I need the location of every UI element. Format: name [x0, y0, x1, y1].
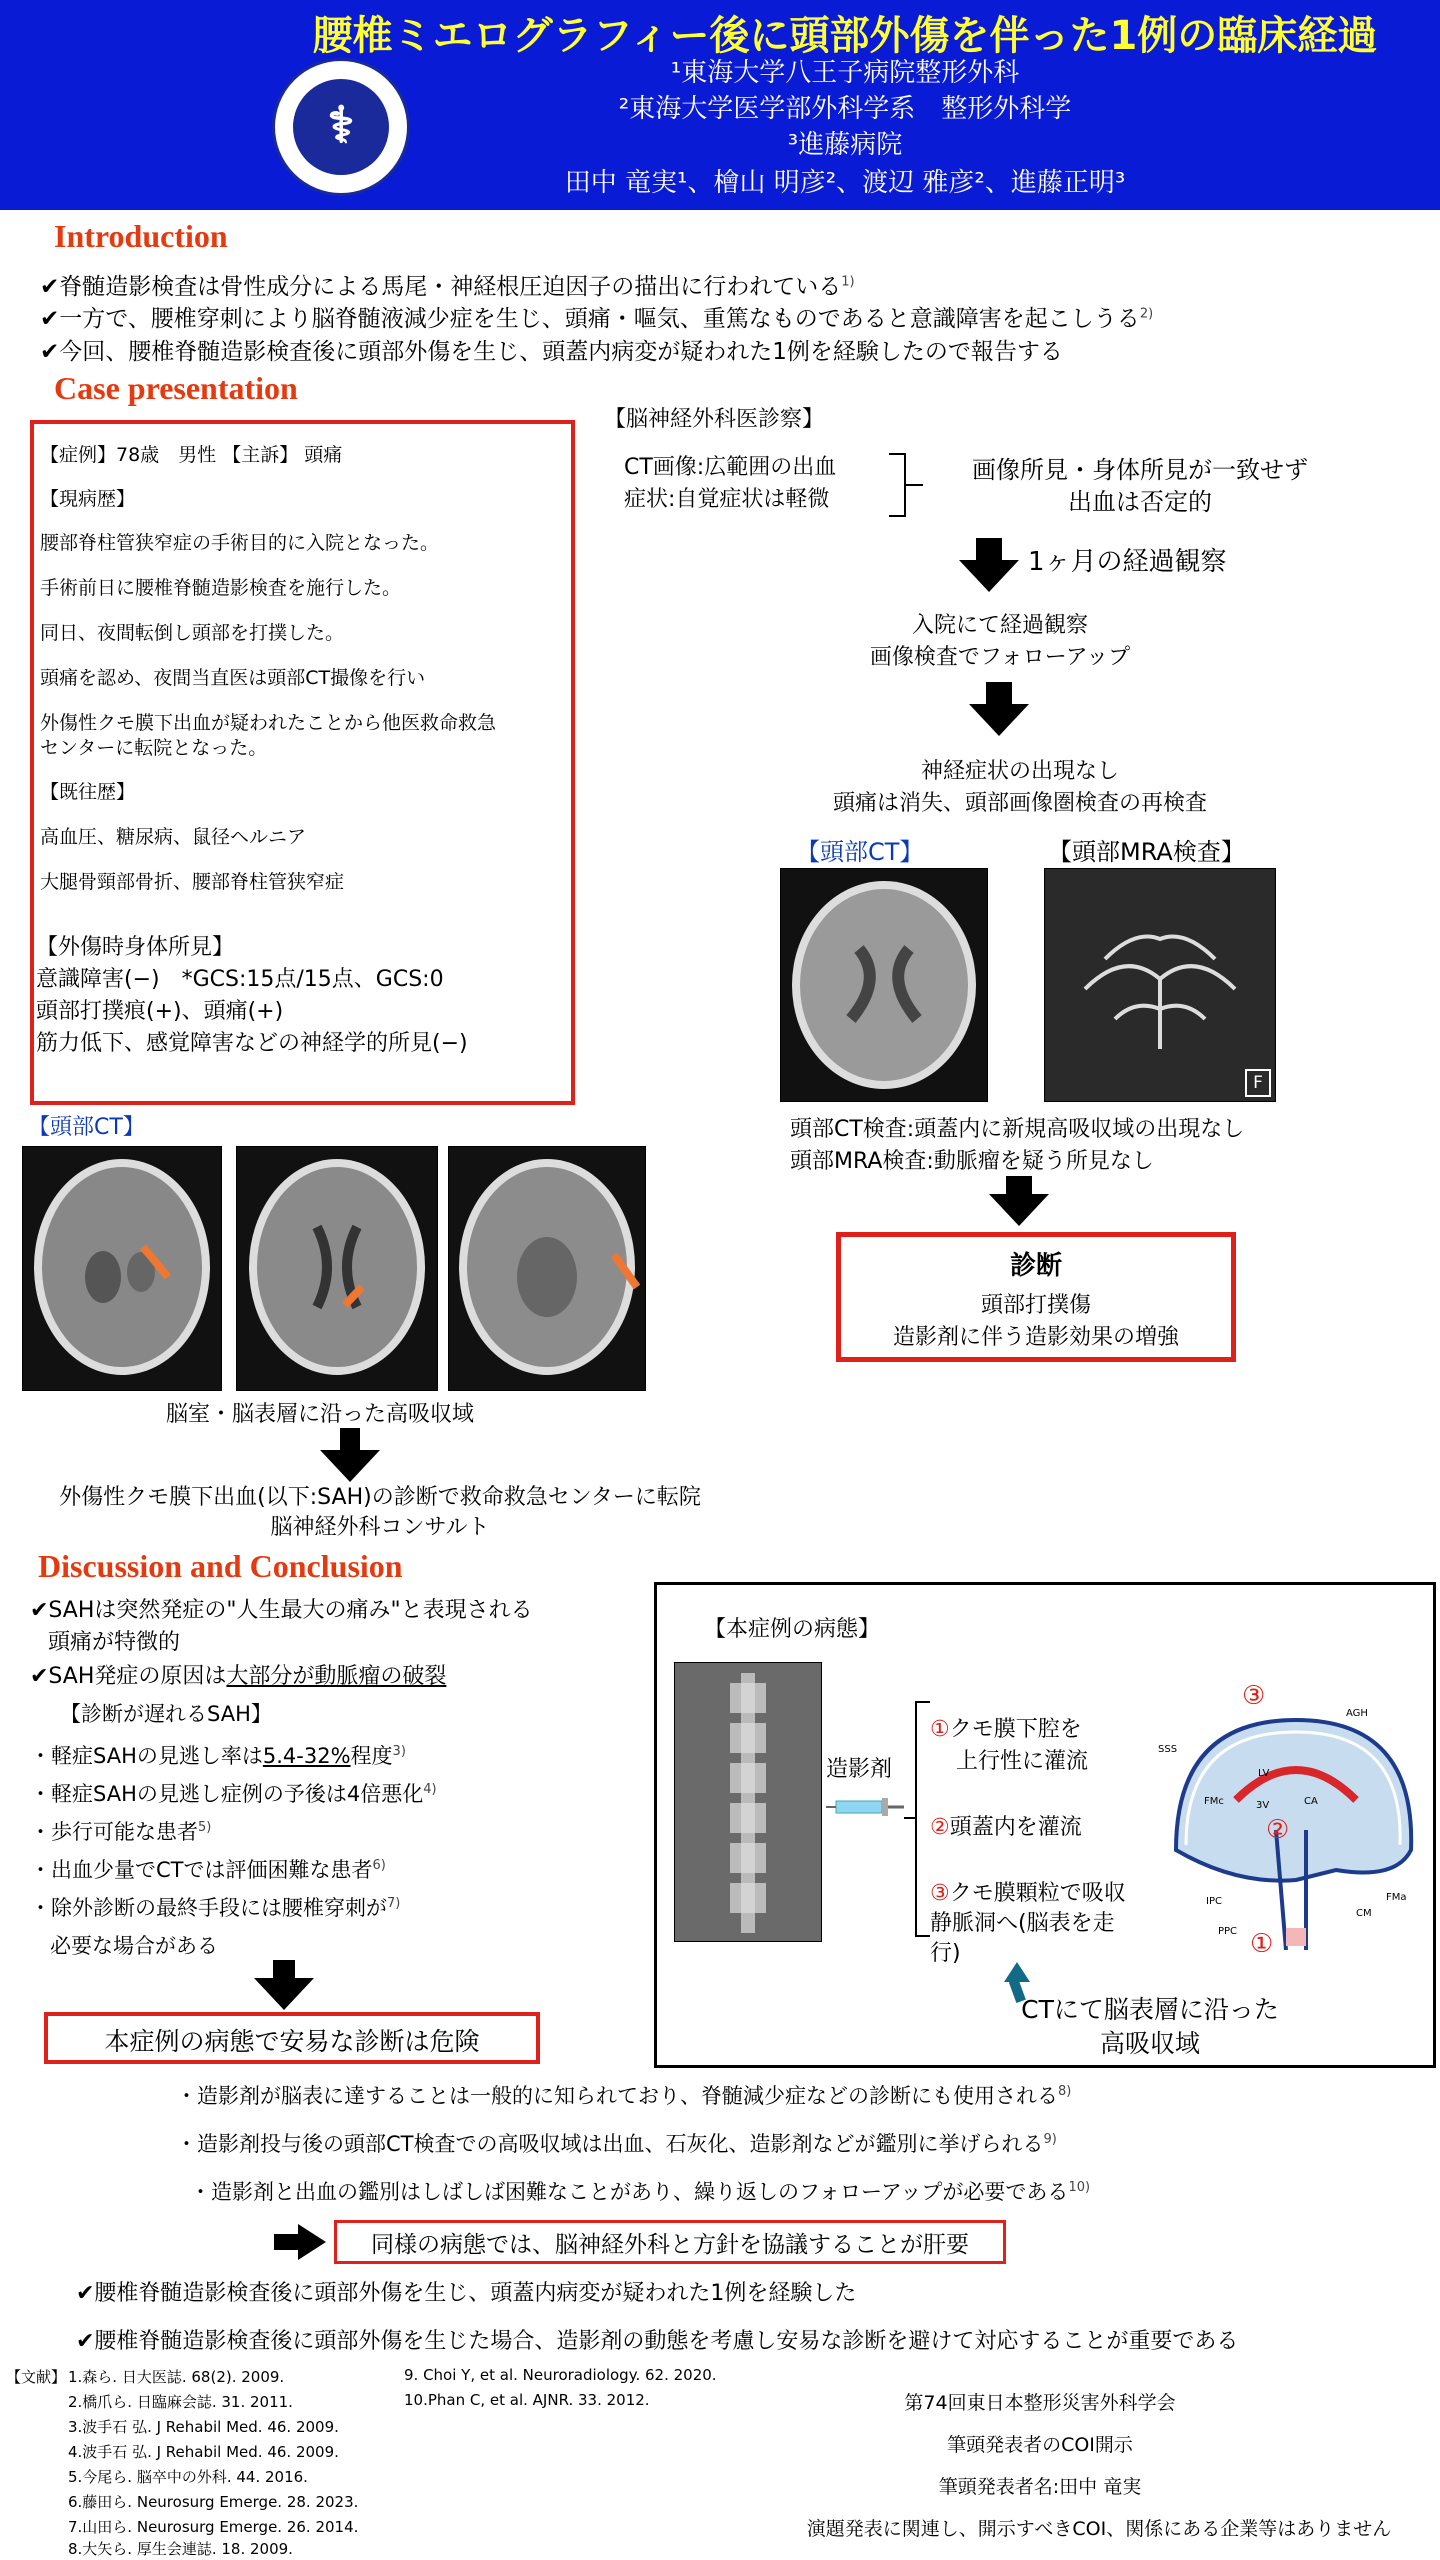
- brain-csf-diagram: [1156, 1680, 1426, 1960]
- no-symptom-line-1: 神経症状の出現なし: [920, 759, 1119, 784]
- arrow-stem: [273, 1960, 295, 1978]
- reference-item: 9. Choi Y, et al. Neuroradiology. 62. 2020.: [404, 2366, 717, 2384]
- coi-presenter: 筆頭発表者名:田中 竜実: [938, 2476, 1142, 2498]
- reference-item: 3.波手石 弘. J Rehabil Med. 46. 2009.: [68, 2418, 339, 2436]
- diagnosis-line-2: 造影剤に伴う造影効果の増強: [892, 1325, 1179, 1350]
- diagram-number: ①: [1250, 1929, 1274, 1959]
- case-line: センターに転院となった。: [40, 737, 268, 759]
- diagram-label: CA: [1304, 1796, 1318, 1807]
- neuro-ct-line: CT画像:広範囲の出血: [624, 455, 837, 480]
- down-arrow-icon: [959, 560, 1019, 592]
- diagram-label: IPC: [1206, 1896, 1222, 1907]
- reference-item: 6.藤田ら. Neurosurg Emerge. 28. 2023.: [68, 2493, 359, 2511]
- diagram-number: ③: [1242, 1681, 1266, 1711]
- bracket-icon: [885, 452, 925, 518]
- mra-image: [1044, 868, 1276, 1102]
- conclusion-point-2: ・造影剤投与後の頭部CT検査での高吸収域は出血、石灰化、造影剤などが鑑別に挙げられる$^{9)}$: [176, 2132, 1057, 2156]
- ct-caption: 脳室・脳表層に沿った高吸収域: [165, 1402, 474, 1427]
- case-line: 外傷性クモ膜下出血が疑われたことから他医救命救急: [40, 712, 497, 734]
- bullet-3: ・歩行可能な患者$^{5)}$: [30, 1820, 212, 1844]
- ct-image-2: [236, 1146, 438, 1391]
- intro-item-1: ✔脊髄造影検査は骨性成分による馬尾・神経根圧迫因子の描出に行われている$^{1)}$: [40, 274, 855, 300]
- admit-line-2: 画像検査でフォローアップ: [869, 645, 1131, 670]
- diagram-label: SSS: [1158, 1744, 1178, 1755]
- coi-statement: 演題発表に関連し、開示すべきCOI、関係にある企業等はありません: [806, 2518, 1392, 2540]
- intro-item-3: ✔今回、腰椎脊髄造影検査後に頭部外傷を生じ、頭蓋内病変が疑われた1例を経験したので報告する: [40, 339, 1063, 365]
- diagram-number: ②: [1266, 1815, 1290, 1845]
- warning-text: 本症例の病態で安易な診断は危険: [104, 2027, 480, 2056]
- case-line: 高血圧、糖尿病、鼠径ヘルニア: [40, 826, 307, 848]
- reference-item: 10.Phan C, et al. AJNR. 33. 2012.: [404, 2391, 650, 2409]
- case-line: 同日、夜間転倒し頭部を打撲した。: [40, 622, 345, 644]
- bullet-5: ・除外診断の最終手段には腰椎穿刺が$^{7)}$: [30, 1896, 401, 1920]
- case-line: 頭痛を認め、夜間当直医は頭部CT撮像を行い: [40, 667, 426, 689]
- case-line: 【既往歴】: [40, 781, 136, 803]
- logo-emblem: [293, 79, 389, 175]
- discussion-heading: Discussion and Conclusion: [38, 1548, 403, 1584]
- coi-title: 筆頭発表者のCOI開示: [947, 2434, 1133, 2456]
- reference-item: 5.今尾ら. 脳卒中の外科. 44. 2016.: [68, 2468, 308, 2486]
- diagram-label: CM: [1356, 1908, 1372, 1919]
- arrow-stem: [986, 682, 1012, 704]
- myelogram-xray-image: [674, 1662, 822, 1942]
- right-arrow-icon: [274, 2222, 328, 2262]
- transfer-line-1: 外傷性クモ膜下出血(以下:SAH)の診断で救命救急センターに転院: [59, 1485, 701, 1510]
- exam-line: 頭部打撲痕(+)、頭痛(+): [36, 999, 284, 1024]
- mra-label: 【頭部MRA検査】: [1048, 838, 1245, 866]
- down-arrow-icon: [320, 1450, 380, 1482]
- neuro-heading: 【脳神経外科医診察】: [604, 407, 825, 432]
- diagram-label: PPC: [1218, 1926, 1238, 1937]
- exam-line: 筋力低下、感覚障害などの神経学的所見(−): [36, 1031, 468, 1056]
- diagram-label: FMc: [1204, 1796, 1224, 1807]
- introduction-heading: Introduction: [54, 218, 228, 254]
- case-line: 大腿骨頸部骨折、腰部脊柱管狭窄症: [40, 871, 345, 893]
- delayed-sah-heading: 【診断が遅れるSAH】: [60, 1702, 272, 1726]
- references-label: 【文献】: [6, 2368, 67, 2386]
- step-1b: 上行性に灌流: [956, 1749, 1089, 1774]
- intro-item-2: ✔一方で、腰椎穿刺により脳脊髄液減少症を生じ、頭痛・嘔気、重篤なものであると意識障害を起こしうる$^{2)}$: [40, 306, 1154, 332]
- summary-1: ✔腰椎脊髄造影検査後に頭部外傷を生じ、頭蓋内病変が疑われた1例を経験した: [76, 2281, 857, 2306]
- reference-item: 8.大矢ら. 厚生会連誌. 18. 2009.: [68, 2540, 293, 2558]
- step-1a: ①クモ膜下腔を: [930, 1717, 1082, 1742]
- sah-line-1a: ✔SAHは突然発症の"人生最大の痛み"と表現される: [30, 1598, 533, 1623]
- ct-image-1: [22, 1146, 222, 1391]
- admit-line-1: 入院にて経過観察: [911, 613, 1088, 638]
- followup-ct-image: [780, 868, 988, 1102]
- mismatch-line-2: 出血は否定的: [1068, 488, 1212, 516]
- step-3a: ③クモ膜顆粒で吸収: [930, 1881, 1126, 1906]
- bullet-2: ・軽症SAHの見逃し症例の予後は4倍悪化$^{4)}$: [30, 1782, 437, 1806]
- neuro-symptom-line: 症状:自覚症状は軽微: [624, 487, 830, 512]
- down-arrow-icon: [969, 704, 1029, 736]
- step-2: ②頭蓋内を灌流: [930, 1815, 1082, 1840]
- step-3b: 静脈洞へ(脳表を走: [930, 1911, 1115, 1936]
- mismatch-line-1: 画像所見・身体所見が一致せず: [972, 456, 1308, 484]
- step-3c: 行): [930, 1941, 961, 1966]
- case-heading: Case presentation: [54, 370, 298, 406]
- sah-line-2: ✔SAH発症の原因は大部分が動脈瘤の破裂: [30, 1664, 447, 1689]
- summary-2: ✔腰椎脊髄造影検査後に頭部外傷を生じた場合、造影剤の動態を考慮し安易な診断を避けて対応することが重要である: [76, 2329, 1239, 2354]
- university-logo: [272, 58, 410, 196]
- diagram-label: 3V: [1256, 1800, 1270, 1811]
- bracket-icon: [902, 1700, 932, 1940]
- affiliation-1: ¹東海大学八王子病院整形外科: [670, 58, 1020, 88]
- reference-item: 7.山田ら. Neurosurg Emerge. 26. 2014.: [68, 2518, 359, 2536]
- authors: 田中 竜実¹、檜山 明彦²、渡辺 雅彦²、進藤正明³: [564, 168, 1126, 198]
- reference-item: 4.波手石 弘. J Rehabil Med. 46. 2009.: [68, 2443, 339, 2461]
- diagram-label: AGH: [1346, 1708, 1368, 1719]
- result-line-1: 頭部CT検査:頭蓋内に新規高吸収域の出現なし: [790, 1117, 1245, 1142]
- sah-line-1b: 頭痛が特徴的: [48, 1630, 181, 1655]
- arrow-stem: [976, 538, 1002, 560]
- conclusion-point-3: ・造影剤と出血の鑑別はしばしば困難なことがあり、繰り返しのフォローアップが必要である$^{10)}$: [190, 2180, 1091, 2204]
- contrast-label: 造影剤: [826, 1757, 893, 1782]
- ct-note-1: CTにて脳表層に沿った: [1021, 1995, 1279, 2024]
- case-line: 【症例】78歳 男性 【主訴】 頭痛: [40, 444, 343, 466]
- transfer-line-2: 脳神経外科コンサルト: [270, 1515, 490, 1540]
- poster-title: 腰椎ミエログラフィー後に頭部外傷を伴った1例の臨床経過: [312, 13, 1378, 59]
- key-message: 同様の病態では、脳神経外科と方針を協議することが肝要: [371, 2232, 969, 2258]
- case-ct-label: 【頭部CT】: [28, 1115, 145, 1140]
- caduceus-icon: ⚕: [327, 95, 355, 154]
- case-line: 腰部脊柱管狭窄症の手術目的に入院となった。: [40, 532, 440, 554]
- coi-meeting: 第74回東日本整形災害外科学会: [904, 2392, 1176, 2414]
- diagnosis-title: 診断: [1009, 1251, 1062, 1281]
- diagram-label: FMa: [1386, 1892, 1407, 1903]
- pathology-heading: 【本症例の病態】: [704, 1617, 881, 1642]
- reference-item: 1.森ら. 日大医誌. 68(2). 2009.: [68, 2368, 285, 2386]
- observation-label: 1ヶ月の経過観察: [1028, 547, 1227, 577]
- down-arrow-icon: [989, 1194, 1049, 1226]
- arrow-stem: [1006, 1176, 1032, 1194]
- syringe-icon: [826, 1794, 906, 1820]
- no-symptom-line-2: 頭痛は消失、頭部画像圏検査の再検査: [832, 791, 1207, 816]
- affiliation-2: ²東海大学医学部外科学系 整形外科学: [618, 94, 1072, 124]
- diagnosis-line-1: 頭部打撲傷: [980, 1293, 1091, 1318]
- result-line-2: 頭部MRA検査:動脈瘤を疑う所見なし: [790, 1149, 1154, 1174]
- reference-item: 2.橋爪ら. 日臨麻会誌. 31. 2011.: [68, 2393, 293, 2411]
- mra-corner-mark: F: [1245, 1069, 1271, 1097]
- bullet-1: ・軽症SAHの見逃し率は5.4-32%程度$^{3)}$: [30, 1744, 406, 1768]
- case-line: 【現病歴】: [40, 488, 136, 510]
- exam-line: 意識障害(−) *GCS:15点/15点、GCS:0: [36, 967, 444, 992]
- followup-ct-label: 【頭部CT】: [796, 838, 924, 866]
- case-line: 手術前日に腰椎脊髄造影検査を施行した。: [40, 577, 402, 599]
- ct-note-2: 高吸収域: [1099, 2029, 1200, 2058]
- ct-image-3: [448, 1146, 646, 1391]
- bullet-4: ・出血少量でCTでは評価困難な患者$^{6)}$: [30, 1858, 386, 1882]
- arrow-stem: [340, 1428, 360, 1450]
- bullet-5b: 必要な場合がある: [50, 1934, 218, 1958]
- exam-line: 【外傷時身体所見】: [36, 935, 235, 960]
- diagram-label: LV: [1258, 1768, 1270, 1779]
- conclusion-point-1: ・造影剤が脳表に達することは一般的に知られており、脊髄減少症などの診断にも使用される$^{8)}$: [176, 2084, 1072, 2108]
- affiliation-3: ³進藤病院: [787, 130, 903, 160]
- down-arrow-icon: [254, 1978, 314, 2010]
